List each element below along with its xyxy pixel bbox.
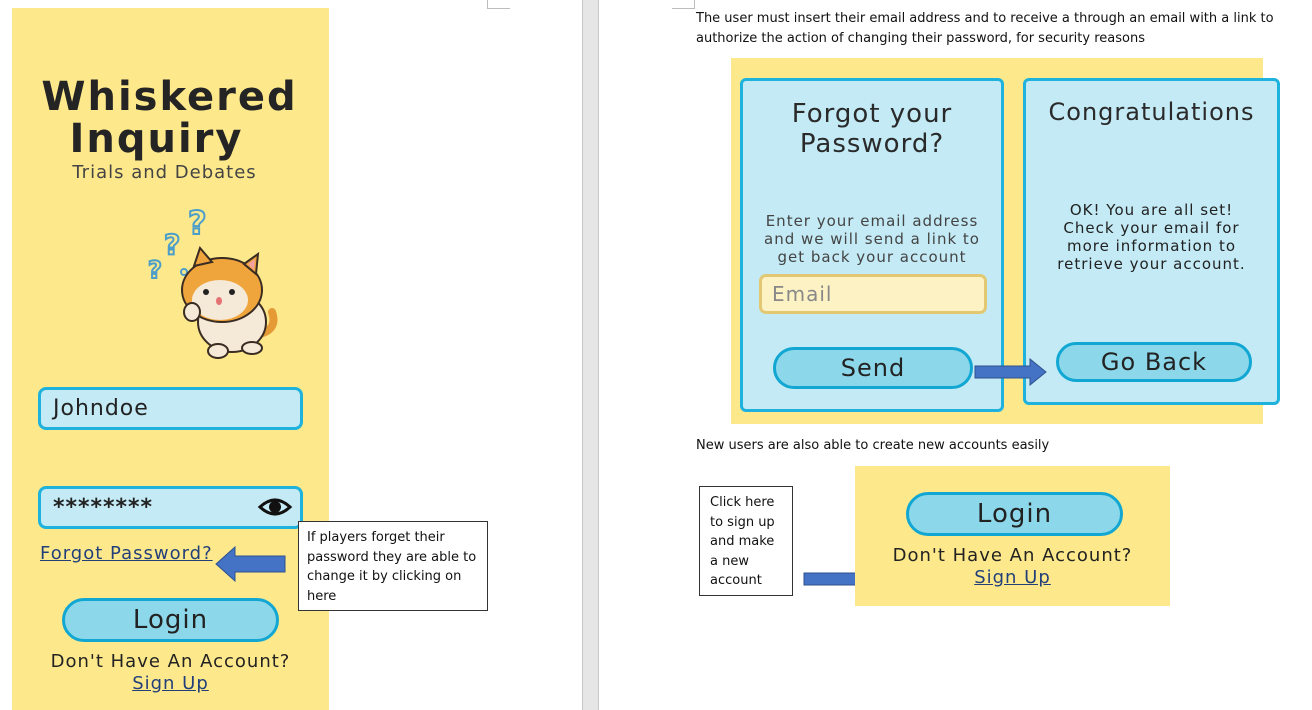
- send-button[interactable]: Send: [773, 347, 973, 389]
- forgot-card-title: Forgot your Password?: [791, 99, 953, 159]
- cat-illustration: [140, 204, 290, 364]
- go-back-button[interactable]: Go Back: [1056, 342, 1252, 382]
- new-users-text: New users are also able to create new accounts easily: [696, 438, 1050, 453]
- username-input[interactable]: Johndoe: [38, 387, 303, 430]
- page-corner-mark: [672, 0, 695, 9]
- signup-link[interactable]: Sign Up: [132, 673, 209, 694]
- arrow-right-icon: [974, 358, 1048, 386]
- forgot-password-card: [740, 78, 1004, 412]
- app-title-line1: Whiskered: [41, 74, 298, 120]
- login-button[interactable]: Login: [62, 598, 279, 642]
- signup-crop-no-account-text: Don't Have An Account?: [892, 545, 1133, 566]
- signup-note: Click here to sign up and make a new account: [699, 486, 793, 596]
- question-mark-icon: ?: [148, 256, 162, 284]
- congrats-card-message: OK! You are all set! Check your email for more information to retrieve your account.: [1057, 201, 1246, 273]
- signup-crop-signup-link[interactable]: Sign Up: [974, 567, 1051, 588]
- question-mark-icon: ?: [188, 204, 207, 242]
- email-input[interactable]: Email: [759, 274, 987, 314]
- app-title-line2: Inquiry: [69, 116, 244, 162]
- page-gutter: [582, 0, 599, 710]
- question-mark-icon: ?: [164, 228, 181, 261]
- forgot-password-note: If players forget their password they are able to change it by clicking on here: [298, 521, 488, 611]
- congrats-card-title: Congratulations: [1048, 98, 1255, 126]
- password-value: ********: [53, 495, 154, 520]
- app-subtitle: Trials and Debates: [72, 162, 257, 183]
- page-corner-mark: [487, 0, 510, 9]
- signup-crop-screenshot: [855, 466, 1170, 606]
- arrow-left-icon: [215, 545, 287, 583]
- congratulations-card: [1023, 78, 1280, 405]
- top-description: The user must insert their email address and to receive a through an email with a link to authorize the action of changing their password, for security reasons: [696, 11, 1274, 46]
- login-screen: [12, 8, 329, 710]
- eye-icon[interactable]: [257, 492, 293, 522]
- forgot-password-link[interactable]: Forgot Password?: [40, 543, 213, 564]
- no-account-text: Don't Have An Account?: [50, 651, 291, 672]
- signup-crop-login-button[interactable]: Login: [906, 492, 1123, 536]
- forgot-card-instructions: Enter your email address and we will send a link to get back your account: [764, 212, 980, 266]
